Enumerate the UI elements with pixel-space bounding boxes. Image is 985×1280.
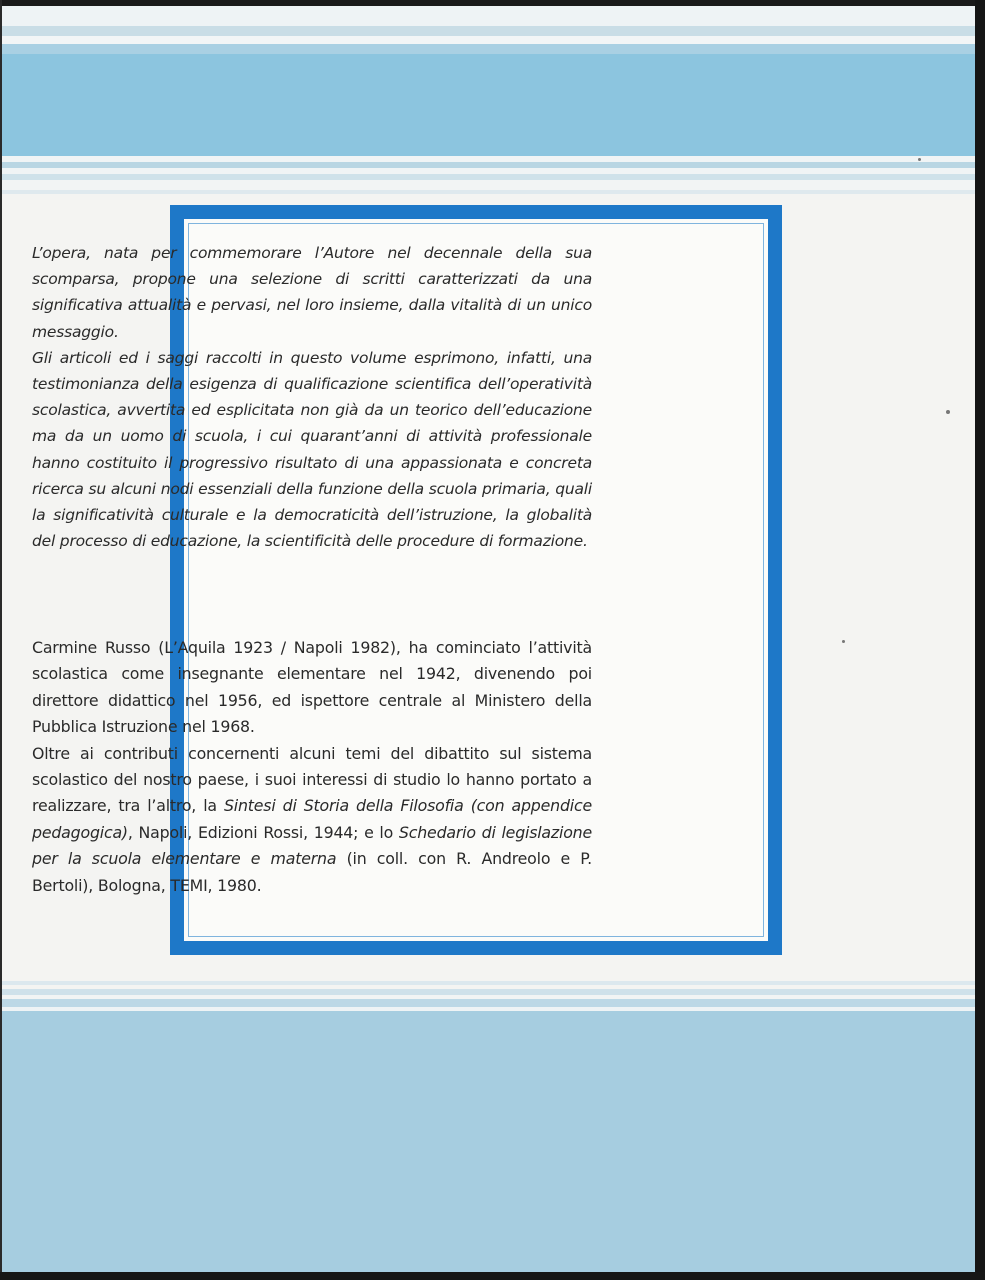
top-blue-band: [2, 6, 975, 206]
scan-edge-bottom: [0, 1272, 985, 1280]
description-paragraph-1: L’opera, nata per commemorare l’Autore nel decennale della sua scomparsa, propone una selezione di scritti caratterizzati da una significativa attualità e pervasi, nel loro insieme, dalla vitalità di un unico messaggio.: [32, 244, 592, 341]
author-bio: [32, 635, 592, 899]
bio-text-c: (in coll. con R. Andreolo e P. Bertoli), Bologna, TEMI, 1980.: [32, 849, 592, 895]
bio-paragraph-2: [32, 744, 592, 895]
book-title-1: Sintesi di Storia della Filosofia (con appendice pedagogica): [32, 796, 592, 842]
scan-speck: [918, 158, 921, 161]
bottom-blue-band: [2, 975, 975, 1272]
description-paragraph-2: Gli articoli ed i saggi raccolti in questo volume esprimono, infatti, una testimonianza della esigenza di qualificazione scientifica dell’operatività scolastica, avvertita ed esplicitata non già da un teorico dell’educazione ma da un uomo di scuola, i cui quarant’anni di attività professionale hanno costituito il progressivo risultato di una appassionata e concreta ricerca su alcuni nodi essenziali della funzione della scuola primaria, quali la significatività culturale e la democraticità dell’istruzione, la globalità del processo di educazione, la scientificità delle procedure di formazione.: [32, 348, 592, 551]
scan-speck: [946, 410, 950, 414]
scan-edge-right: [975, 0, 985, 1280]
book-title-2: Schedario di legislazione per la scuola elementare e materna: [32, 822, 592, 869]
bio-text-b: , Napoli, Edizioni Rossi, 1944; e lo: [127, 822, 399, 842]
bio-text-a: Oltre ai contributi concernenti alcuni temi del dibattito sul sistema scolastico del nostro paese, i suoi interessi di studio lo hanno portato a realizzare, tra l’altro, la: [32, 743, 592, 816]
description-text: [32, 240, 592, 554]
scan-speck: [842, 640, 845, 643]
bio-paragraph-1: Carmine Russo (L’Aquila 1923 / Napoli 1982), ha cominciato l’attività scolastica come insegnante elementare nel 1942, divenendo poi direttore didattico nel 1956, ed ispettore centrale al Ministero della Pubblica Istruzione nel 1968.: [32, 638, 592, 737]
